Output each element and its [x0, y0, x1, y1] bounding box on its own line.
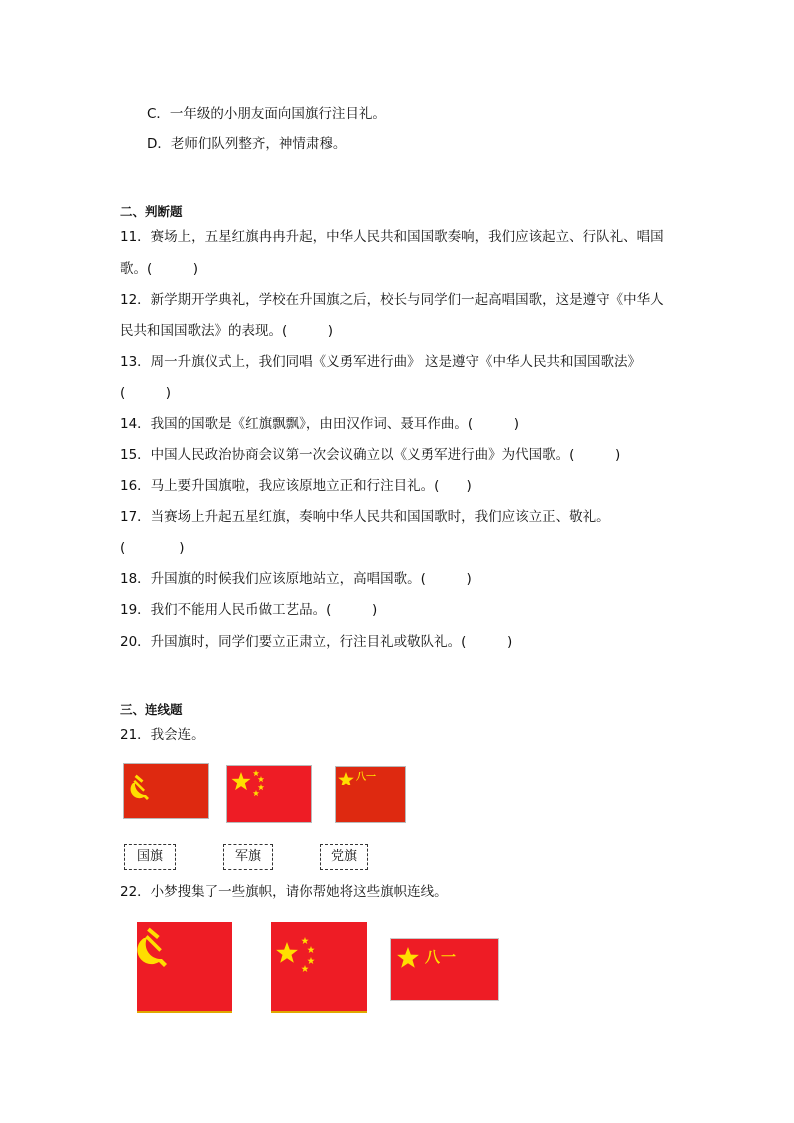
party-flag-large [137, 922, 232, 1013]
label-box-army-flag[interactable]: 军旗 [223, 844, 273, 870]
question-17-line2: ( ) [120, 540, 185, 556]
question-18: 18．升国旗的时候我们应该原地站立，高唱国歌。( ) [120, 571, 472, 587]
question-12-line2: 民共和国国歌法》的表现。( ) [120, 323, 334, 339]
question-13-line1: 13．周一升旗仪式上，我们同唱《义勇军进行曲》 这是遵守《中华人民共和国国歌法》 [120, 354, 641, 370]
hammer-sickle-icon [124, 764, 208, 818]
party-flag-small [123, 763, 209, 819]
option-d: D．老师们队列整齐，神情肃穆。 [147, 136, 347, 152]
section-title-judgement: 二、判断题 [120, 204, 183, 219]
national-flag-large [271, 922, 367, 1013]
option-c: C．一年级的小朋友面向国旗行注目礼。 [147, 106, 386, 122]
five-stars-icon [227, 766, 311, 822]
five-stars-icon [271, 922, 367, 1011]
question-12-line1: 12．新学期开学典礼，学校在升国旗之后，校长与同学们一起高唱国歌，这是遵守《中华人 [120, 292, 664, 308]
question-20: 20．升国旗时，同学们要立正肃立，行注目礼或敬队礼。( ) [120, 634, 513, 650]
question-17-line1: 17．当赛场上升起五星红旗，奏响中华人民共和国国歌时，我们应该立正、敬礼。 [120, 509, 610, 525]
hammer-sickle-icon [137, 922, 232, 1011]
army-flag-text: 八一 [356, 772, 376, 783]
question-14: 14．我国的国歌是《红旗飘飘》，由田汉作词、聂耳作曲。( ) [120, 416, 519, 432]
question-13-line2: ( ) [120, 385, 172, 401]
label-box-national-flag[interactable]: 国旗 [124, 844, 176, 870]
army-flag-small [335, 766, 406, 823]
army-flag-large [390, 938, 499, 1001]
question-22: 22．小梦搜集了一些旗帜，请你帮她将这些旗帜连线。 [120, 884, 448, 900]
question-15: 15．中国人民政治协商会议第一次会议确立以《义勇军进行曲》为代国歌。( ) [120, 447, 621, 463]
question-21: 21．我会连。 [120, 727, 205, 743]
label-box-party-flag[interactable]: 党旗 [320, 844, 368, 870]
question-19: 19．我们不能用人民币做工艺品。( ) [120, 602, 378, 618]
question-11-line1: 11．赛场上，五星红旗冉冉升起，中华人民共和国国歌奏响，我们应该起立、行队礼、唱国 [120, 229, 664, 245]
question-11-line2: 歌。( ) [120, 261, 199, 277]
national-flag-small [226, 765, 312, 823]
army-flag-text: 八一 [425, 948, 458, 966]
section-title-matching: 三、连线题 [120, 702, 183, 717]
question-16: 16．马上要升国旗啦，我应该原地立正和行注目礼。( ) [120, 478, 472, 494]
